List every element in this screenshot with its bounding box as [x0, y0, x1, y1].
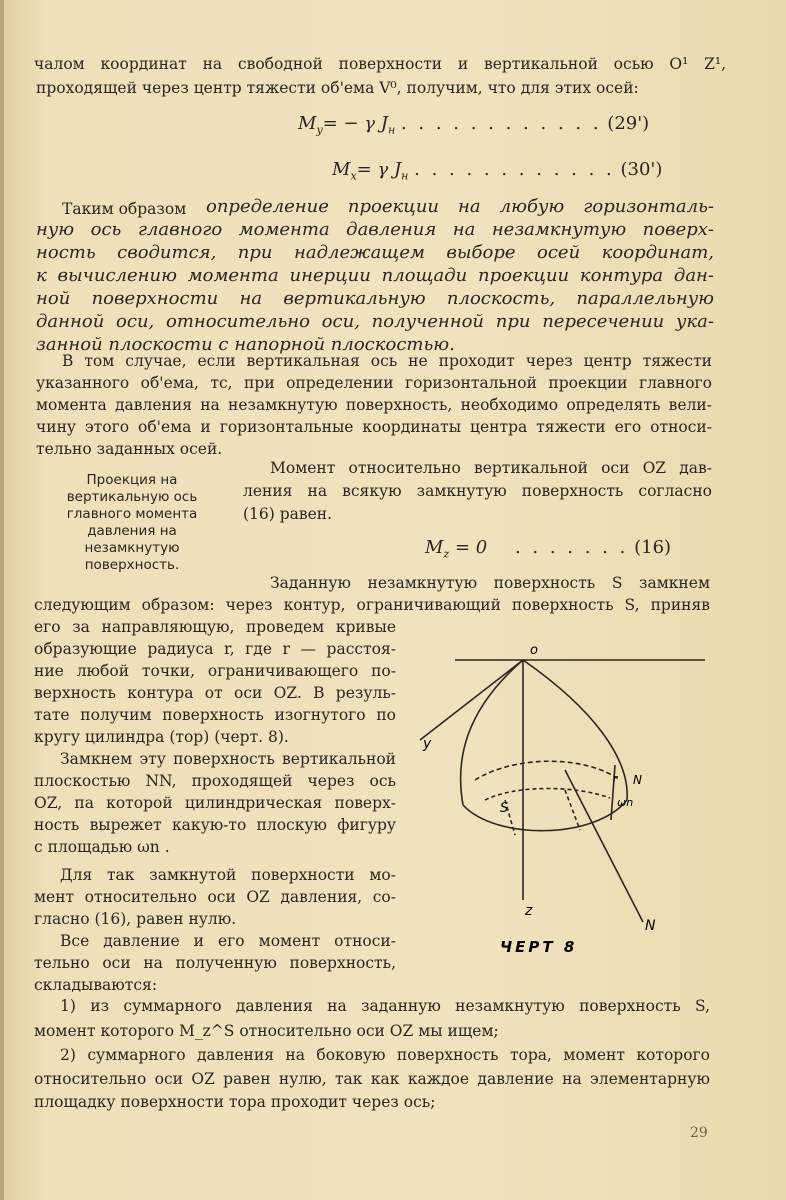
italic-line: ную ось главного момента давления на незамкнутую поверх- — [36, 219, 714, 240]
equation-16: $M_z = 0$ . . . . . . . (16) — [425, 537, 672, 561]
text-line: Замкнем эту поверхность вертикальной — [60, 750, 396, 768]
generatrix-left — [461, 660, 523, 805]
text-line: Все давление и его момент относи- — [60, 932, 396, 950]
page-number: 29 — [690, 1125, 708, 1141]
text-line: ние любой точки, ограничивающего по- — [34, 662, 396, 680]
text-line: гласно (16), равен нулю. — [34, 910, 237, 928]
equation-29: $M_y= - \gamma$ $J_н$ . . . . . . . . . . . . (29') — [298, 113, 650, 137]
text-line: ления на всякую замкнутую поверхность согласно — [243, 482, 712, 500]
text-line: Момент относительно вертикальной оси OZ дав- — [270, 459, 712, 477]
equation-30: $M_x= \gamma$ $J_н$ . . . . . . . . . . . . (30') — [332, 159, 663, 183]
text-line: мент относительно оси OZ давления, со- — [34, 888, 396, 906]
text-line: складываются: — [34, 976, 158, 994]
label-n: N — [633, 773, 642, 787]
text-line: с площадью ωn . — [34, 838, 170, 856]
text-line: В том случае, если вертикальная ось не проходит через центр тяжести — [62, 352, 712, 370]
label-z: z — [525, 903, 533, 919]
label-n-bottom: N — [645, 918, 656, 934]
text-line: ность вырежет какую-то плоскую фигуру — [34, 816, 396, 834]
text-line: верхность контура от оси OZ. В резуль- — [34, 684, 396, 702]
page-binding — [0, 0, 4, 1200]
label-s: S — [500, 801, 509, 816]
figure-caption: ЧЕРТ 8 — [500, 938, 578, 956]
text-line: Заданную незамкнутую поверхность S замкнем — [270, 574, 710, 592]
text-line: OZ, па которой цилиндрическая поверх- — [34, 794, 396, 812]
text-line: Для так замкнутой поверхности мо- — [60, 866, 396, 884]
text-line: 1) из суммарного давления на заданную незамкнутую поверхность S, — [60, 997, 710, 1015]
text-line: кругу цилиндра (тор) (черт. 8). — [34, 728, 289, 746]
label-y: y — [423, 736, 432, 752]
text-line: плоскостью NN, проходящей через ось — [34, 772, 396, 790]
italic-line: определение проекции на любую горизонталь- — [206, 196, 714, 217]
italic-line: ность сводится, при надлежащем выборе осей координат, — [36, 242, 714, 263]
text-line: тельно оси на полученную поверхность, — [34, 954, 396, 972]
label-omega: ωn — [617, 796, 634, 809]
italic-line: к вычислению момента инерции площади проекции контура дан- — [36, 265, 714, 286]
plane-nn-line — [565, 770, 643, 922]
text-line: его за направляющую, проведем кривые — [34, 618, 396, 636]
label-o: o — [530, 643, 538, 658]
text-line: чалом координат на свободной поверхности и вертикальной осью O¹ Z¹, — [34, 55, 726, 73]
torus-inner-curve — [485, 788, 610, 800]
text-line: следующим образом: через контур, ограничивающий поверхность S, приняв — [34, 596, 710, 614]
text-line: момента давления на незамкнутую поверхность, необходимо определять вели- — [36, 396, 712, 414]
italic-line: занной плоскости с напорной плоскостью. — [36, 334, 455, 355]
text-line: чину этого об'ема и горизонтальные координаты центра тяжести его относи- — [36, 418, 712, 436]
text-line: Таким образом — [62, 200, 187, 218]
text-line: тельно заданных осей. — [36, 440, 223, 458]
text-line: указанного об'ема, тс, при определении горизонтальной проекции главного — [36, 374, 712, 392]
text-line: момент которого M_z^S относительно оси OZ мы ищем; — [34, 1022, 499, 1040]
generatrix-right — [523, 660, 627, 800]
text-line: проходящей через центр тяжести об'ема V⁰, получим, что для этих осей: — [36, 79, 639, 97]
text-line: 2) суммарного давления на боковую поверхность тора, момент которого — [60, 1046, 710, 1064]
torus-bottom-curve — [463, 800, 627, 831]
italic-line: данной оси, относительно оси, полученной при пересечении ука- — [36, 311, 714, 332]
text-line: относительно оси OZ равен нулю, так как каждое давление на элементарную — [34, 1070, 710, 1088]
text-line: (16) равен. — [243, 505, 333, 523]
text-line: образующие радиуса r, где r — расстоя- — [34, 640, 396, 658]
text-line: площадку поверхности тора проходит через ось; — [34, 1093, 436, 1111]
label-r: r — [613, 772, 618, 785]
torus-upper-curve — [475, 761, 620, 780]
sidenote: Проекция на вертикальную ось главного момента давления на незамкнутую поверхность. — [66, 472, 198, 573]
text-line: тате получим поверхность изогнутого по — [34, 706, 396, 724]
italic-line: ной поверхности на вертикальную плоскость, параллельную — [36, 288, 714, 309]
figure-torus-diagram — [405, 640, 725, 970]
